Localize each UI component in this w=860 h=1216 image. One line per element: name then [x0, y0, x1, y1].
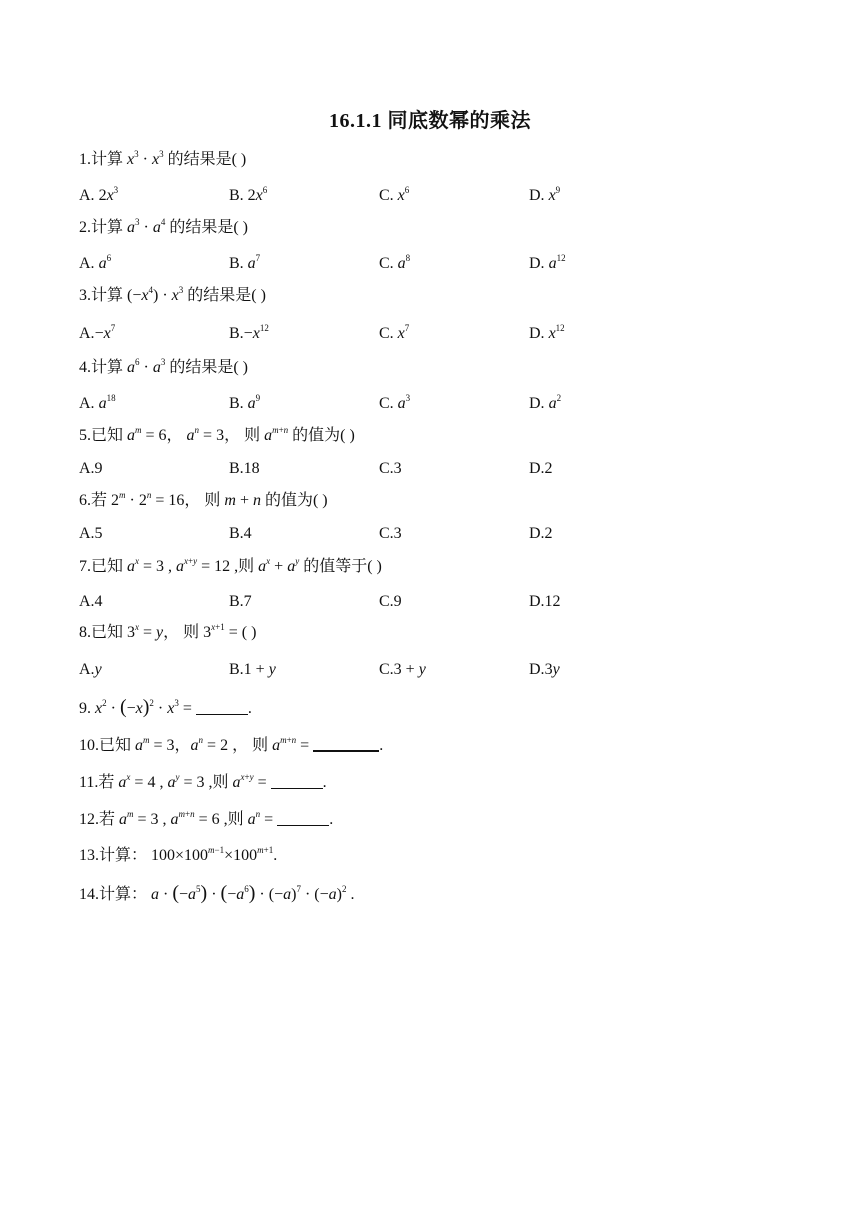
question-4: [79, 357, 248, 379]
option-a: A. $2x^3$: [79, 185, 119, 204]
question-label: 10.已知: [79, 737, 132, 754]
option-c: C. $x^7$: [379, 323, 410, 342]
answer-blank[interactable]: [277, 811, 329, 826]
answer-blank[interactable]: [196, 700, 248, 715]
question-label: 6.若: [79, 492, 108, 509]
option-d: D.3y: [529, 661, 560, 678]
option-c: C.3: [379, 525, 402, 542]
math-expression: $a^m = 3$ , $a^{m+n} = 6$ ,则 $a^n$ = .: [119, 809, 334, 828]
question-6: [79, 490, 328, 512]
question-label: 13.计算：: [79, 847, 148, 864]
math-expression: $a^x = 3$ , $a^{x+y} = 12$ ,则 $a^x + a^y$: [127, 556, 300, 575]
answer-blank[interactable]: [313, 736, 379, 752]
option-d: D. $x^{12}$: [529, 323, 565, 342]
option-b: B. $a^9$: [229, 393, 261, 412]
question-label: 3.计算: [79, 287, 124, 304]
option-a: A.y: [79, 661, 102, 678]
option-b: B. $2x^6$: [229, 185, 268, 204]
option-b: B.4: [229, 525, 252, 542]
question-label: 8.已知: [79, 624, 124, 641]
option-a: A.9: [79, 460, 103, 477]
question-suffix: 的值为( ): [292, 427, 355, 444]
question-label: 11.若: [79, 774, 115, 791]
math-expression: $a^3 \cdot a^4$: [127, 217, 166, 236]
math-expression: $100\times 100^{m-1}\times 100^{m+1}$.: [151, 845, 278, 864]
option-c: C.9: [379, 593, 402, 610]
math-expression: $2^m \cdot 2^n = 16$， 则 m + n: [111, 490, 261, 509]
option-c: C.3 + y: [379, 661, 426, 678]
option-d: D.2: [529, 460, 553, 477]
question-label: 12.若: [79, 811, 116, 828]
option-b: $B.-x^{12}$: [229, 323, 269, 342]
math-expression: $a^x = 4$ , $a^y = 3$ ,则 $a^{x+y}$ = .: [118, 772, 327, 791]
option-d: D. $a^2$: [529, 393, 562, 412]
question-9: [79, 696, 252, 720]
question-suffix: 的值为( ): [264, 492, 328, 509]
math-expression: $a^m = 6$， $a^n = 3$， 则 $a^{m+n}$: [127, 425, 289, 444]
math-expression: $a^6 \cdot a^3$: [127, 357, 166, 376]
option-d: D.2: [529, 525, 553, 542]
question-label: 7.已知: [79, 558, 124, 575]
question-10: [79, 735, 383, 757]
option-c: C. $a^8$: [379, 253, 411, 272]
option-b: B.18: [229, 460, 260, 477]
option-d: D. $x^9$: [529, 185, 561, 204]
option-c: C.3: [379, 460, 402, 477]
question-2: [79, 217, 248, 239]
answer-blank[interactable]: [271, 774, 323, 789]
question-label: 2.计算: [79, 219, 124, 236]
option-a: A. $a^6$: [79, 253, 112, 272]
question-label: 1.计算: [79, 151, 124, 168]
question-suffix: 的值等于( ): [303, 558, 382, 575]
math-expression: $a^m = 3$，$a^n = 2$ ， 则 $a^{m+n}$ = .: [135, 735, 384, 754]
question-13: [79, 845, 277, 867]
option-b: B.1 + y: [229, 661, 276, 678]
question-1: [79, 149, 246, 171]
option-b: B. $a^7$: [229, 253, 261, 272]
question-label: 5.已知: [79, 427, 124, 444]
math-expression: $x^2 \cdot (-x)^2 \cdot x^3$ = .: [95, 696, 252, 718]
option-a: A.5: [79, 525, 103, 542]
question-label: 4.计算: [79, 359, 124, 376]
question-5: [79, 425, 355, 447]
math-expression: $a \cdot (-a^5) \cdot (-a^6) \cdot (-a)^7 \cdot (-a)^2$ .: [151, 882, 355, 904]
question-8: [79, 622, 256, 644]
question-3: [79, 285, 266, 307]
question-suffix: 的结果是( ): [169, 359, 249, 376]
question-11: [79, 772, 327, 794]
question-7: [79, 556, 382, 578]
option-c: C. $a^3$: [379, 393, 411, 412]
option-d: D.12: [529, 593, 561, 610]
math-expression: $x^3 \cdot x^3$: [127, 149, 164, 168]
option-b: B.7: [229, 593, 252, 610]
option-c: C. $x^6$: [379, 185, 410, 204]
option-a: A.4: [79, 593, 103, 610]
question-label: 9.: [79, 700, 91, 717]
option-d: D. $a^{12}$: [529, 253, 566, 272]
question-12: [79, 809, 333, 831]
math-expression: $(-x^4) \cdot x^3$: [127, 285, 184, 304]
page-title: 16.1.1 同底数幂的乘法: [329, 110, 531, 132]
question-suffix: 的结果是( ): [187, 287, 266, 304]
math-expression: $3^x = y$， 则 $3^{x+1}$ = ( ): [127, 622, 257, 641]
question-suffix: 的结果是( ): [167, 151, 247, 168]
question-14: [79, 882, 354, 906]
option-a: A. $a^{18}$: [79, 393, 116, 412]
option-a: $A.-x^7$: [79, 323, 116, 342]
question-suffix: 的结果是( ): [169, 219, 249, 236]
question-label: 14.计算：: [79, 886, 148, 903]
